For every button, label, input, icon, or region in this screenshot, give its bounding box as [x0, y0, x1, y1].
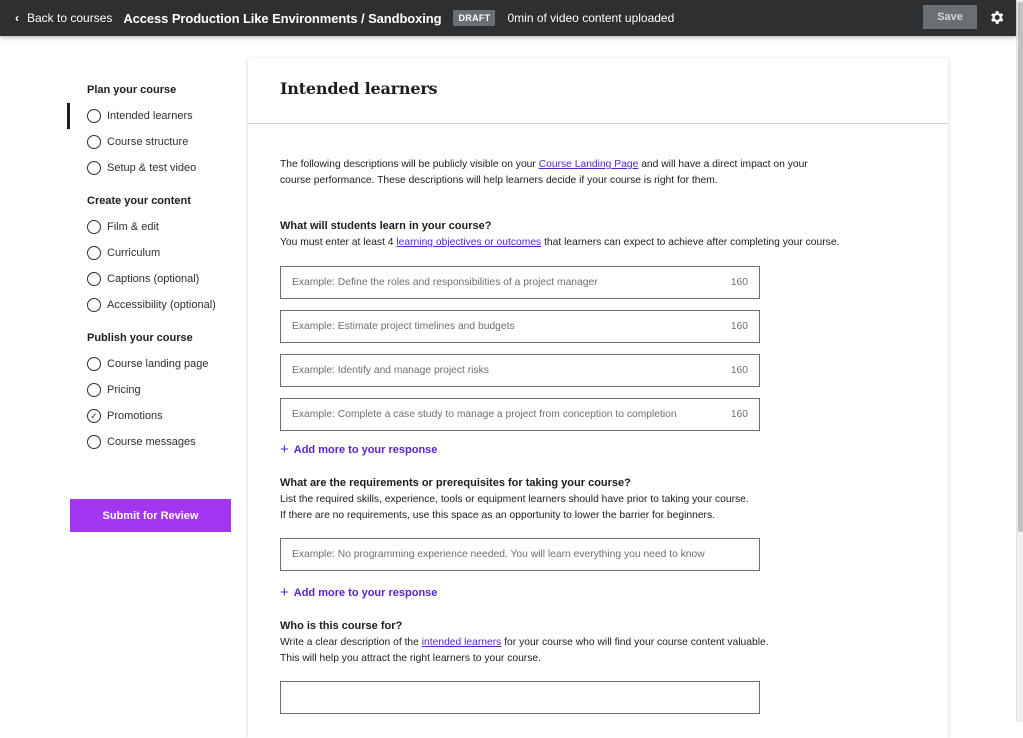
intended-learners-link[interactable]: intended learners [421, 637, 502, 648]
back-label: Back to courses [27, 11, 113, 25]
sidebar-item-intended-learners[interactable] [87, 103, 237, 129]
sidebar-item-accessibility[interactable] [87, 292, 237, 318]
sidebar-item-label: Curriculum [107, 247, 161, 259]
sidebar-item-label: Course structure [107, 136, 189, 148]
section-heading: Plan your course [87, 84, 177, 96]
objectives-description [280, 235, 840, 251]
objectives-section [280, 220, 948, 457]
gear-icon[interactable] [988, 9, 1005, 26]
input-placeholder: Example: No programming experience needed. You will learn everything you need to know [292, 549, 705, 560]
radio-circle-icon [87, 272, 101, 286]
intro-text-end: and will have a direct impact on your course performance. These descriptions will help learners decide if your course is right for them. [280, 159, 808, 186]
requirements-description [280, 492, 840, 524]
learning-objectives-link[interactable]: learning objectives or outcomes [396, 237, 542, 248]
check-circle-icon: ✓ [87, 409, 101, 423]
plus-icon: + [280, 584, 289, 601]
audience-question: Who is this course for? [280, 620, 403, 632]
audience-section [280, 620, 948, 714]
audience-desc-start: Write a clear description of the [280, 637, 422, 648]
sidebar-item-label: Accessibility (optional) [107, 299, 216, 311]
radio-circle-icon [87, 135, 101, 149]
top-bar [0, 0, 1016, 36]
section-heading: Publish your course [87, 332, 193, 344]
objective-input-1[interactable] [280, 266, 760, 299]
audience-input-1[interactable] [280, 681, 760, 714]
sidebar-item-promotions[interactable] [87, 403, 237, 429]
sidebar-item-label: Setup & test video [107, 162, 197, 174]
submit-for-review-button[interactable]: Submit for Review [70, 499, 231, 532]
requirements-question: What are the requirements or prerequisites for taking your course? [280, 477, 631, 489]
requirements-desc-line1: List the required skills, experience, tools or equipment learners should have prior to taking your course. [280, 494, 749, 505]
back-to-courses-link[interactable] [15, 11, 112, 25]
nav-group-plan [67, 84, 237, 181]
video-status: 0min of video content uploaded [507, 11, 675, 25]
sidebar-item-course-landing-page[interactable] [87, 351, 237, 377]
sidebar-item-setup-test-video[interactable] [87, 155, 237, 181]
radio-circle-icon [87, 383, 101, 397]
sidebar-item-course-messages[interactable] [87, 429, 237, 455]
nav-group-create [67, 195, 237, 318]
sidebar-item-pricing[interactable] [87, 377, 237, 403]
character-counter: 160 [730, 277, 748, 288]
page-title: Intended learners [280, 79, 438, 98]
objective-input-2[interactable] [280, 310, 760, 343]
input-placeholder: Example: Define the roles and responsibilities of a project manager [292, 277, 598, 288]
radio-circle-icon [87, 435, 101, 449]
sidebar-item-film-edit[interactable] [87, 214, 237, 240]
input-placeholder: Example: Identify and manage project risks [292, 365, 489, 376]
sidebar-item-label: Captions (optional) [107, 273, 200, 285]
sidebar-item-captions[interactable] [87, 266, 237, 292]
radio-circle-icon [87, 298, 101, 312]
objectives-question: What will students learn in your course? [280, 220, 492, 232]
save-button[interactable]: Save [923, 5, 977, 29]
radio-circle-icon [87, 246, 101, 260]
sidebar-item-label: Intended learners [107, 110, 193, 122]
radio-circle-icon [87, 109, 101, 123]
course-landing-page-link[interactable]: Course Landing Page [538, 159, 639, 170]
input-placeholder: Example: Estimate project timelines and budgets [292, 321, 515, 332]
intro-text [280, 157, 840, 189]
sidebar-item-label: Promotions [107, 410, 163, 422]
intro-text-start: The following descriptions will be publicly visible on your [280, 159, 539, 170]
add-more-label: Add more to your response [293, 586, 438, 599]
card-header [248, 58, 948, 124]
radio-circle-icon [87, 357, 101, 371]
card-body [248, 157, 948, 714]
audience-desc-end: for your course who will find your course content valuable. [501, 637, 769, 648]
character-counter: 160 [730, 365, 748, 376]
plus-icon: + [280, 441, 289, 458]
sidebar-item-label: Film & edit [107, 221, 159, 233]
nav-group-publish [67, 332, 237, 455]
radio-circle-icon [87, 161, 101, 175]
requirement-input-1[interactable] [280, 538, 760, 571]
input-placeholder: Example: Complete a case study to manage a project from conception to completion [292, 409, 677, 420]
chevron-left-icon: ‹ [15, 11, 19, 25]
objective-input-3[interactable] [280, 354, 760, 387]
objectives-desc-start: You must enter at least 4 [280, 237, 397, 248]
section-heading: Create your content [87, 195, 191, 207]
course-title: Access Production Like Environments / Sandboxing [123, 10, 442, 26]
character-counter: 160 [730, 409, 748, 420]
objective-input-4[interactable] [280, 398, 760, 431]
sidebar-item-label: Course messages [107, 436, 196, 448]
add-more-requirements-button[interactable] [280, 585, 948, 600]
character-counter: 160 [730, 321, 748, 332]
audience-desc-line2: This will help you attract the right learners to your course. [280, 653, 541, 664]
sidebar-item-label: Course landing page [107, 358, 209, 370]
draft-badge: DRAFT [453, 10, 495, 26]
audience-description [280, 635, 840, 667]
scrollbar-thumb[interactable] [1018, 2, 1023, 532]
requirements-section [280, 477, 948, 600]
add-more-objectives-button[interactable] [280, 442, 948, 457]
radio-circle-icon [87, 220, 101, 234]
objectives-desc-end: that learners can expect to achieve after completing your course. [541, 237, 840, 248]
sidebar-item-course-structure[interactable] [87, 129, 237, 155]
main-card [248, 58, 948, 738]
add-more-label: Add more to your response [293, 443, 438, 456]
page-scrollbar[interactable] [1016, 0, 1023, 722]
sidebar-nav [67, 84, 237, 469]
requirements-desc-line2: If there are no requirements, use this space as an opportunity to lower the barrier for beginners. [280, 510, 715, 521]
sidebar-item-label: Pricing [107, 384, 141, 396]
sidebar-item-curriculum[interactable] [87, 240, 237, 266]
